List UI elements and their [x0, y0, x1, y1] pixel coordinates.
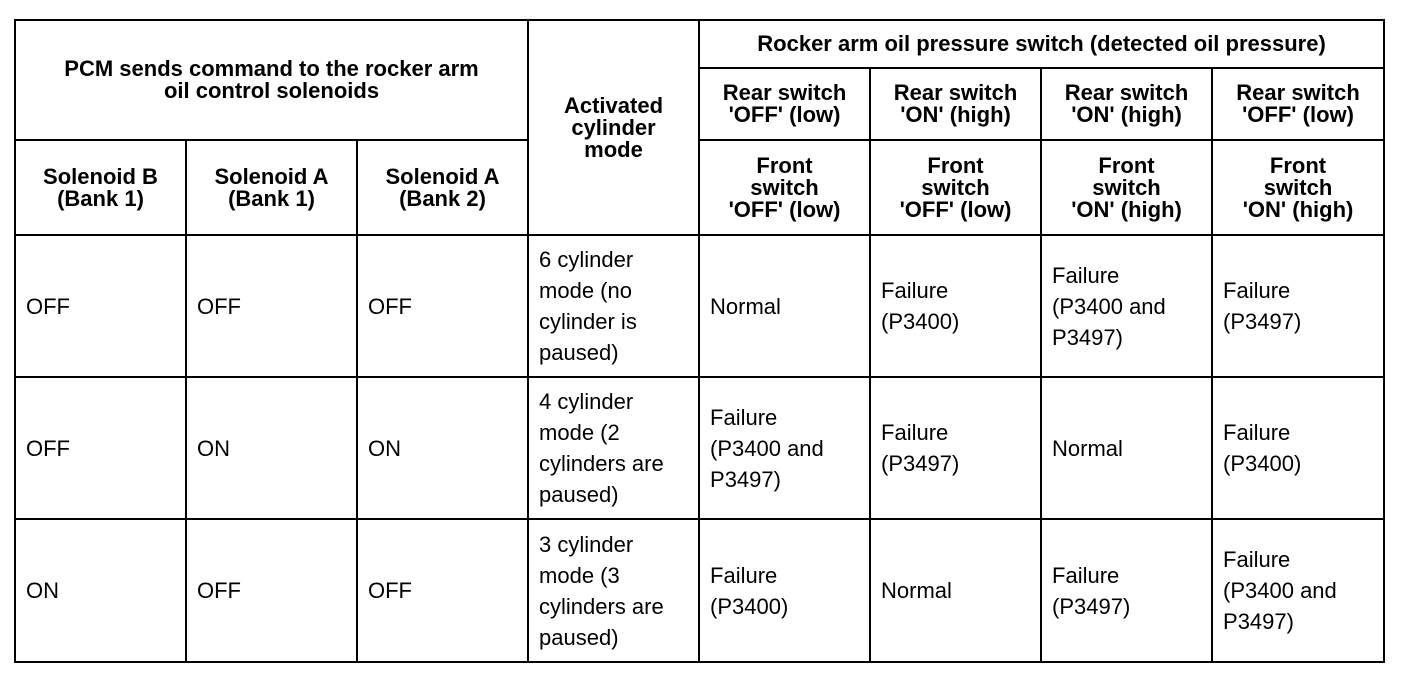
cell-line: (P3400 and — [710, 435, 824, 461]
cell-line: (P3497) — [1223, 309, 1302, 334]
header-line: switch — [1092, 174, 1161, 200]
cell-line: Failure — [1223, 420, 1291, 445]
result-cell — [699, 377, 870, 519]
cell-line: P3497) — [1223, 609, 1294, 634]
cell-line: Failure — [1052, 262, 1120, 288]
cell-line: Normal — [710, 293, 781, 319]
cell-line: Failure — [710, 562, 778, 588]
mode-cell — [528, 377, 699, 519]
result-cell — [1212, 377, 1384, 519]
header-line: switch — [750, 174, 819, 200]
cell-line: Failure — [710, 404, 778, 430]
cell-line: (P3497) — [1052, 593, 1131, 619]
rear-switch-header — [870, 68, 1041, 140]
cell-line: 4 cylinder — [539, 389, 634, 414]
table-row — [15, 519, 1384, 662]
cell-line: (P3400 and — [1223, 578, 1337, 603]
result-cell — [1212, 235, 1384, 377]
cell-text: ON — [26, 578, 59, 603]
cell-line: Normal — [1052, 435, 1123, 461]
cell-line: (P3400) — [1223, 451, 1302, 476]
solenoid-a-bank1-cell — [186, 235, 357, 377]
pcm-command-header — [15, 20, 528, 140]
header-line: Front — [1269, 152, 1327, 178]
cell-line: 6 cylinder — [539, 247, 634, 272]
header-line: Solenoid B — [43, 163, 158, 189]
cell-line: cylinders are — [539, 593, 664, 619]
cell-text: OFF — [368, 578, 412, 603]
header-line: Rear switch — [722, 80, 847, 105]
cell-line: mode (2 — [539, 420, 620, 445]
cell-line: (P3400) — [710, 593, 789, 619]
result-cell — [870, 235, 1041, 377]
cell-line: Failure — [1052, 562, 1120, 588]
solenoid-a-bank2-cell — [357, 235, 528, 377]
cell-line: P3497) — [1052, 324, 1123, 350]
cell-line: mode (3 — [539, 562, 620, 588]
cell-text: ON — [368, 435, 401, 461]
rear-switch-header — [1041, 68, 1212, 140]
result-cell — [1041, 235, 1212, 377]
cell-line: Failure — [1223, 547, 1291, 572]
header-line: Front — [756, 152, 813, 178]
header-line: PCM sends command to the rocker arm — [64, 56, 479, 81]
header-line: (Bank 1) — [57, 185, 144, 211]
table-row — [15, 377, 1384, 519]
cell-text: OFF — [197, 578, 241, 603]
cell-text: ON — [197, 435, 230, 461]
front-switch-header — [870, 140, 1041, 235]
header-line: 'OFF' (low) — [899, 196, 1012, 222]
header-line: mode — [584, 136, 643, 162]
table-row — [15, 235, 1384, 377]
cell-line: paused) — [539, 624, 619, 650]
cell-text: OFF — [26, 293, 70, 319]
result-cell — [870, 519, 1041, 662]
result-cell — [1212, 519, 1384, 662]
header-line: oil control solenoids — [163, 78, 380, 103]
cell-line: (P3400) — [881, 309, 960, 334]
result-cell — [699, 519, 870, 662]
solenoid-a-bank1-cell — [186, 519, 357, 662]
cell-line: Failure — [881, 420, 949, 445]
header-line: 'ON' (high) — [1071, 196, 1182, 222]
cell-line: Failure — [881, 278, 949, 303]
header-line: (Bank 2) — [399, 185, 486, 211]
cell-line: cylinders are — [539, 451, 664, 476]
front-switch-header — [1212, 140, 1384, 235]
cylinder-mode-table — [14, 19, 1385, 663]
solenoid-a-bank2-cell — [357, 519, 528, 662]
mode-cell — [528, 519, 699, 662]
header-line: Front — [1098, 152, 1155, 178]
solenoid-a-bank2-cell — [357, 377, 528, 519]
header-line: Rocker arm oil pressure switch (detected oil pressure) — [757, 31, 1326, 56]
cell-line: paused) — [539, 340, 619, 365]
solenoid-header — [357, 140, 528, 235]
cell-line: Normal — [881, 578, 952, 603]
front-switch-header — [1041, 140, 1212, 235]
header-line: 'ON' (high) — [1242, 196, 1354, 222]
mode-cell — [528, 235, 699, 377]
solenoid-b-bank1-cell — [15, 519, 186, 662]
header-line: 'OFF' (low) — [728, 102, 841, 127]
header-line: switch — [921, 174, 990, 200]
cell-line: (P3400 and — [1052, 293, 1166, 319]
solenoid-header — [15, 140, 186, 235]
cell-line: 3 cylinder — [539, 531, 634, 557]
header-line: 'OFF' (low) — [728, 196, 841, 222]
solenoid-header — [186, 140, 357, 235]
header-line: Solenoid A — [385, 163, 500, 189]
header-line: Solenoid A — [214, 163, 329, 189]
result-cell — [1041, 519, 1212, 662]
cell-line: Failure — [1223, 278, 1291, 303]
cell-line: P3497) — [710, 466, 781, 492]
rear-switch-header — [1212, 68, 1384, 140]
cell-text: OFF — [26, 435, 70, 461]
cell-line: (P3497) — [881, 451, 960, 476]
solenoid-a-bank1-cell — [186, 377, 357, 519]
oil-pressure-switch-header — [699, 20, 1384, 68]
header-line: switch — [1263, 174, 1333, 200]
header-line: Activated — [563, 92, 664, 118]
header-line: Rear switch — [893, 80, 1018, 105]
header-line: 'OFF' (low) — [1242, 102, 1354, 127]
cell-text: OFF — [197, 293, 241, 319]
header-line: 'ON' (high) — [1071, 102, 1182, 127]
header-line: (Bank 1) — [228, 185, 315, 211]
result-cell — [1041, 377, 1212, 519]
header-line: Front — [927, 152, 984, 178]
cell-line: paused) — [539, 482, 619, 507]
cell-line: cylinder is — [539, 309, 637, 334]
front-switch-header — [699, 140, 870, 235]
result-cell — [699, 235, 870, 377]
header-line: Rear switch — [1236, 80, 1360, 105]
result-cell — [870, 377, 1041, 519]
solenoid-b-bank1-cell — [15, 377, 186, 519]
solenoid-b-bank1-cell — [15, 235, 186, 377]
header-line: cylinder — [571, 114, 656, 140]
header-line: 'ON' (high) — [900, 102, 1011, 127]
header-line: Rear switch — [1064, 80, 1189, 105]
cell-line: mode (no — [539, 278, 632, 303]
cell-text: OFF — [368, 293, 412, 319]
activated-mode-header — [528, 20, 699, 235]
rear-switch-header — [699, 68, 870, 140]
